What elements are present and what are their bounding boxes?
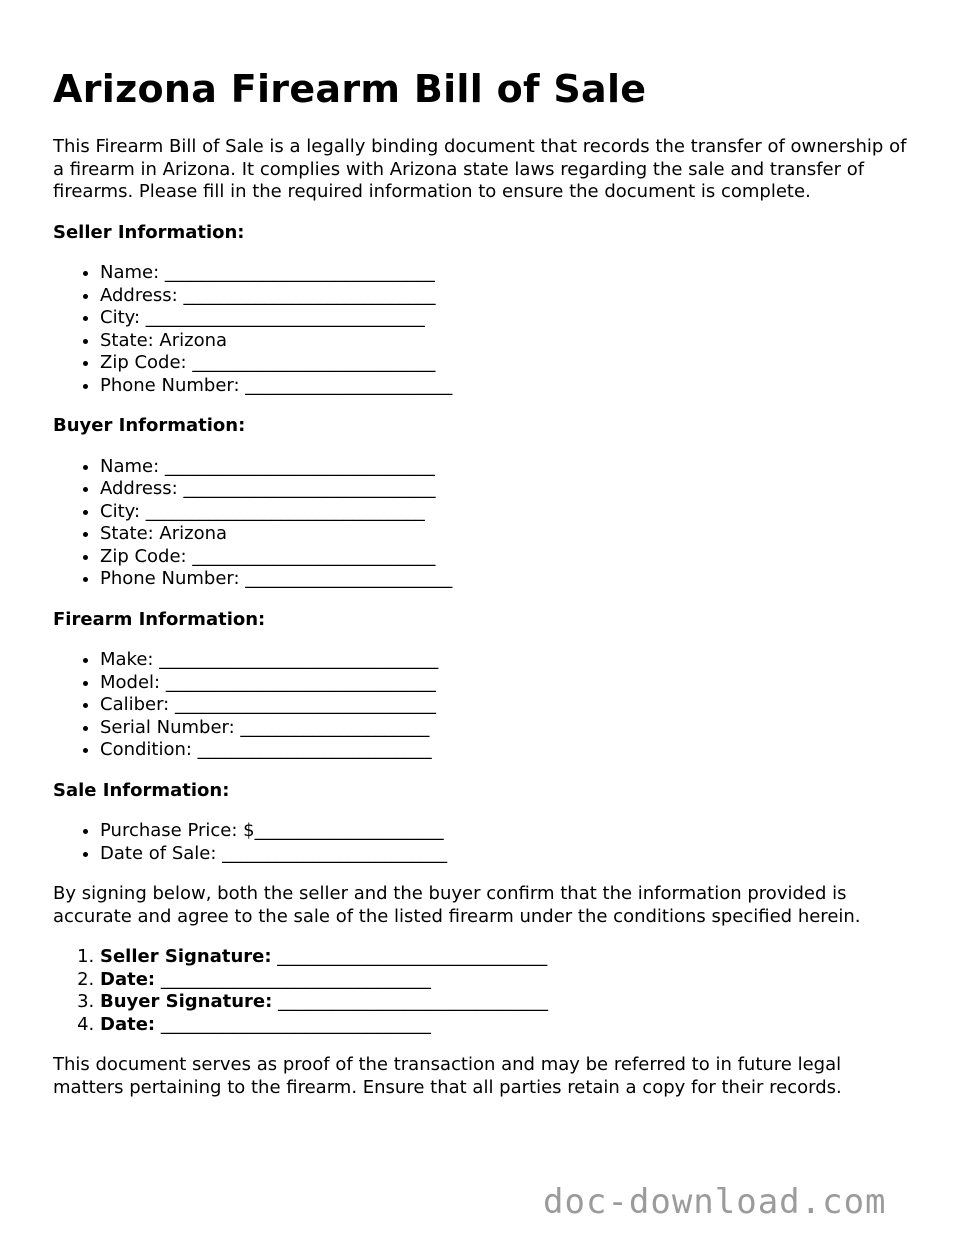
seller-zip-field: • Zip Code: ___________________________ (100, 352, 913, 375)
seller-name-field: • Name: ______________________________ (100, 262, 913, 285)
seller-signature-line (100, 946, 913, 969)
buyer-date-blank: ______________________________ (155, 1013, 431, 1035)
sale-list (53, 820, 913, 865)
seller-signature-blank: ______________________________ (271, 946, 548, 967)
firearm-list (53, 649, 913, 762)
sale-heading: Sale Information: (53, 779, 230, 801)
seller-list (53, 262, 913, 397)
buyer-signature-line (100, 991, 913, 1014)
buyer-address-field: • Address: ____________________________ (100, 478, 913, 501)
seller-date-blank: ______________________________ (155, 968, 431, 990)
sale-date-field: • Date of Sale: _________________________ (100, 843, 913, 866)
confirmation-paragraph: By signing below, both the seller and the buyer confirm that the information provided is accurate and agree to the sale of the listed firearm under the conditions specified herein. (53, 883, 861, 927)
closing-paragraph: This document serves as proof of the transaction and may be referred to in future legal matters pertaining to the firearm. Ensure that all parties retain a copy for their records. (53, 1054, 842, 1098)
buyer-state-field: • State: Arizona (100, 523, 913, 546)
firearm-model-field: • Model: ______________________________ (100, 672, 913, 695)
buyer-city-field: • City: _______________________________ (100, 501, 913, 524)
seller-heading: Seller Information: (53, 221, 245, 243)
buyer-name-field: • Name: ______________________________ (100, 456, 913, 479)
firearm-heading: Firearm Information: (53, 608, 266, 630)
intro-paragraph: This Firearm Bill of Sale is a legally binding document that records the transfer of ownership of a firearm in Arizona. It complies with Arizona state laws regarding the sale and transfer of firearms. Please fill in the required information to ensure the document is complete. (53, 136, 907, 202)
seller-date-label: Date: (100, 968, 156, 990)
buyer-phone-field: • Phone Number: _______________________ (100, 568, 913, 591)
firearm-condition-field: • Condition: __________________________ (100, 739, 913, 762)
buyer-list (53, 456, 913, 591)
watermark: doc-download.com (543, 1182, 887, 1222)
seller-city-field: • City: _______________________________ (100, 307, 913, 330)
page-title: Arizona Firearm Bill of Sale (53, 67, 647, 111)
buyer-heading: Buyer Information: (53, 415, 246, 436)
buyer-date-label: Date: (100, 1013, 156, 1035)
firearm-serial-field: • Serial Number: _____________________ (100, 717, 913, 740)
document-page (53, 66, 913, 1117)
seller-phone-field: • Phone Number: _______________________ (100, 375, 913, 398)
sale-price-field: • Purchase Price: $_____________________ (100, 820, 913, 843)
signature-list (53, 946, 913, 1036)
seller-state-field: • State: Arizona (100, 330, 913, 353)
buyer-signature-blank: ______________________________ (272, 991, 549, 1012)
buyer-zip-field: • Zip Code: ___________________________ (100, 546, 913, 569)
seller-date-line (100, 969, 913, 992)
buyer-signature-label: Buyer Signature: (100, 991, 273, 1012)
firearm-caliber-field: • Caliber: _____________________________ (100, 694, 913, 717)
buyer-date-line (100, 1014, 913, 1037)
seller-signature-label: Seller Signature: (100, 946, 272, 967)
seller-address-field: • Address: ____________________________ (100, 285, 913, 308)
firearm-make-field: • Make: _______________________________ (100, 649, 913, 672)
